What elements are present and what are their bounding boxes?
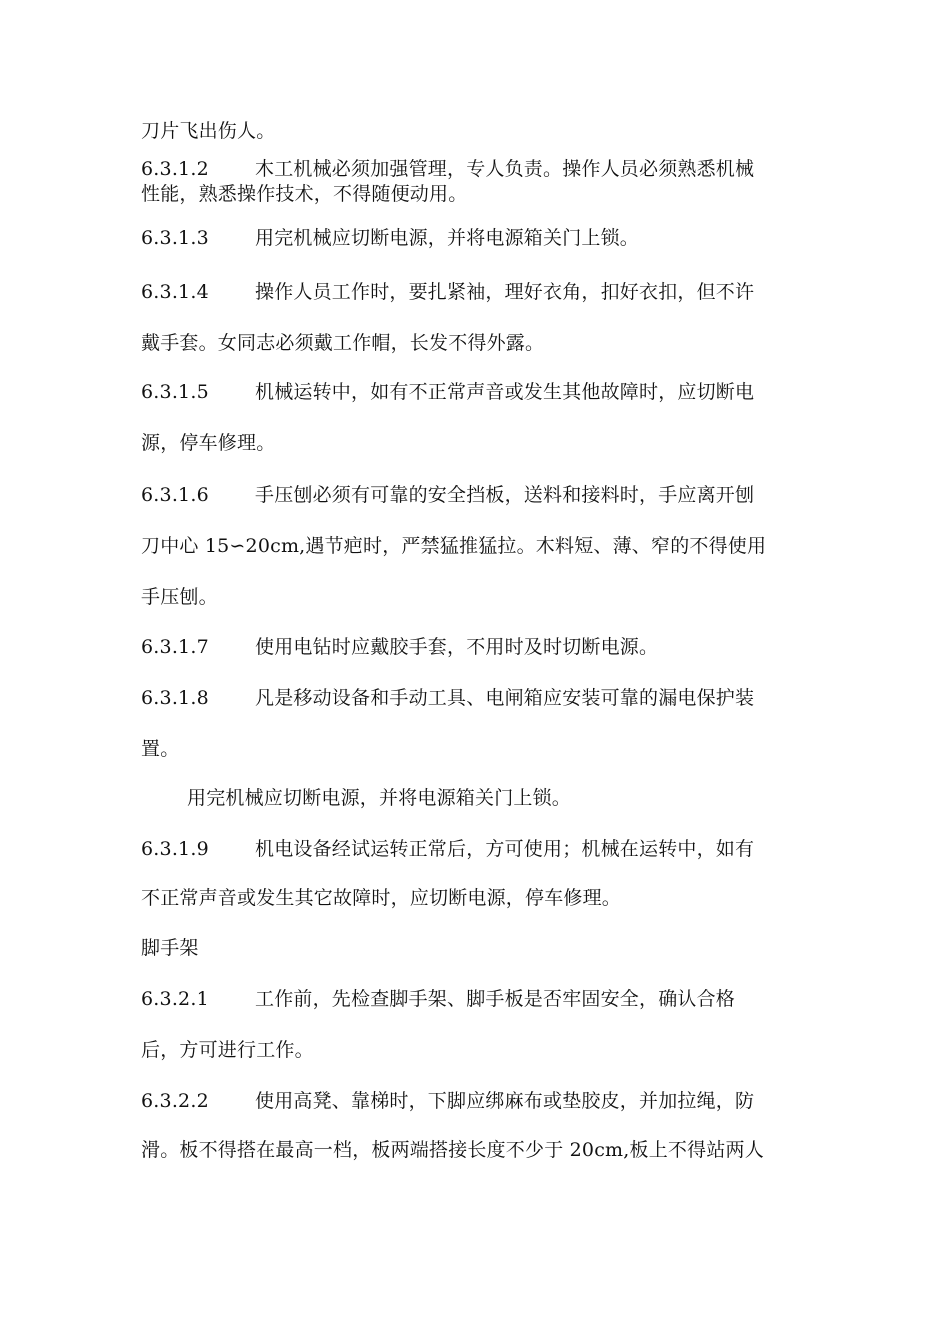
text-line (141, 1038, 314, 1062)
line-text: 置。 (141, 738, 180, 760)
clause-number: 6.3.1.4 (141, 281, 209, 303)
line-text: 刀片飞出伤人。 (141, 120, 276, 142)
text-line (141, 886, 621, 910)
line-text: 机械运转中，如有不正常声音或发生其他故障时，应切断电 (255, 381, 755, 403)
line-text: 凡是移动设备和手动工具、电闸箱应安装可靠的漏电保护装 (255, 687, 755, 709)
text-line (141, 737, 179, 761)
line-text: 用完机械应切断电源，并将电源箱关门上锁。 (187, 787, 572, 809)
clause-line (141, 380, 754, 404)
line-text: 用完机械应切断电源，并将电源箱关门上锁。 (255, 227, 640, 249)
clause-line (141, 987, 735, 1011)
text-line (141, 119, 275, 143)
clause-number: 6.3.2.2 (141, 1090, 209, 1112)
clause-number: 6.3.1.7 (141, 636, 209, 658)
line-text: 手压刨。 (141, 586, 218, 608)
line-text: 滑。板不得搭在最高一档，板两端搭接长度不少于 20cm,板上不得站两人 (141, 1139, 764, 1161)
clause-number: 6.3.2.1 (141, 988, 209, 1010)
text-line (141, 1138, 764, 1162)
clause-number: 6.3.1.6 (141, 484, 209, 506)
clause-line (141, 157, 754, 181)
text-line (141, 431, 275, 455)
clause-line (141, 686, 754, 710)
text-line (141, 585, 218, 609)
text-line (141, 182, 467, 206)
clause-number: 6.3.1.5 (141, 381, 209, 403)
line-text: 不正常声音或发生其它故障时，应切断电源，停车修理。 (141, 887, 622, 909)
text-line (141, 534, 766, 558)
clause-number: 6.3.1.9 (141, 838, 209, 860)
clause-number: 6.3.1.8 (141, 687, 209, 709)
clause-line (141, 1089, 754, 1113)
line-text: 机电设备经试运转正常后，方可使用；机械在运转中，如有 (255, 838, 755, 860)
clause-line (141, 226, 639, 250)
section-heading (141, 936, 199, 960)
clause-number: 6.3.1.3 (141, 227, 209, 249)
clause-line (141, 837, 754, 861)
clause-line (141, 635, 658, 659)
line-text: 工作前，先检查脚手架、脚手板是否牢固安全，确认合格 (255, 988, 736, 1010)
clause-line (141, 280, 754, 304)
line-text: 脚手架 (141, 937, 199, 959)
line-text: 使用电钻时应戴胶手套，不用时及时切断电源。 (255, 636, 659, 658)
line-text: 使用高凳、靠梯时，下脚应绑麻布或垫胶皮，并加拉绳，防 (255, 1090, 755, 1112)
line-text: 性能，熟悉操作技术，不得随便动用。 (141, 183, 468, 205)
clause-line (141, 483, 754, 507)
line-text: 源，停车修理。 (141, 432, 276, 454)
text-line (141, 331, 544, 355)
line-text: 操作人员工作时，要扎紧袖，理好衣角，扣好衣扣，但不许 (255, 281, 755, 303)
line-text: 木工机械必须加强管理，专人负责。操作人员必须熟悉机械 (255, 158, 755, 180)
line-text: 刀中心 15∽20cm,遇节疤时，严禁猛推猛拉。木料短、薄、窄的不得使用 (141, 535, 767, 557)
line-text: 手压刨必须有可靠的安全挡板，送料和接料时，手应离开刨 (255, 484, 755, 506)
clause-number: 6.3.1.2 (141, 158, 209, 180)
line-text: 后，方可进行工作。 (141, 1039, 314, 1061)
text-line (187, 786, 571, 810)
line-text: 戴手套。女同志必须戴工作帽，长发不得外露。 (141, 332, 545, 354)
